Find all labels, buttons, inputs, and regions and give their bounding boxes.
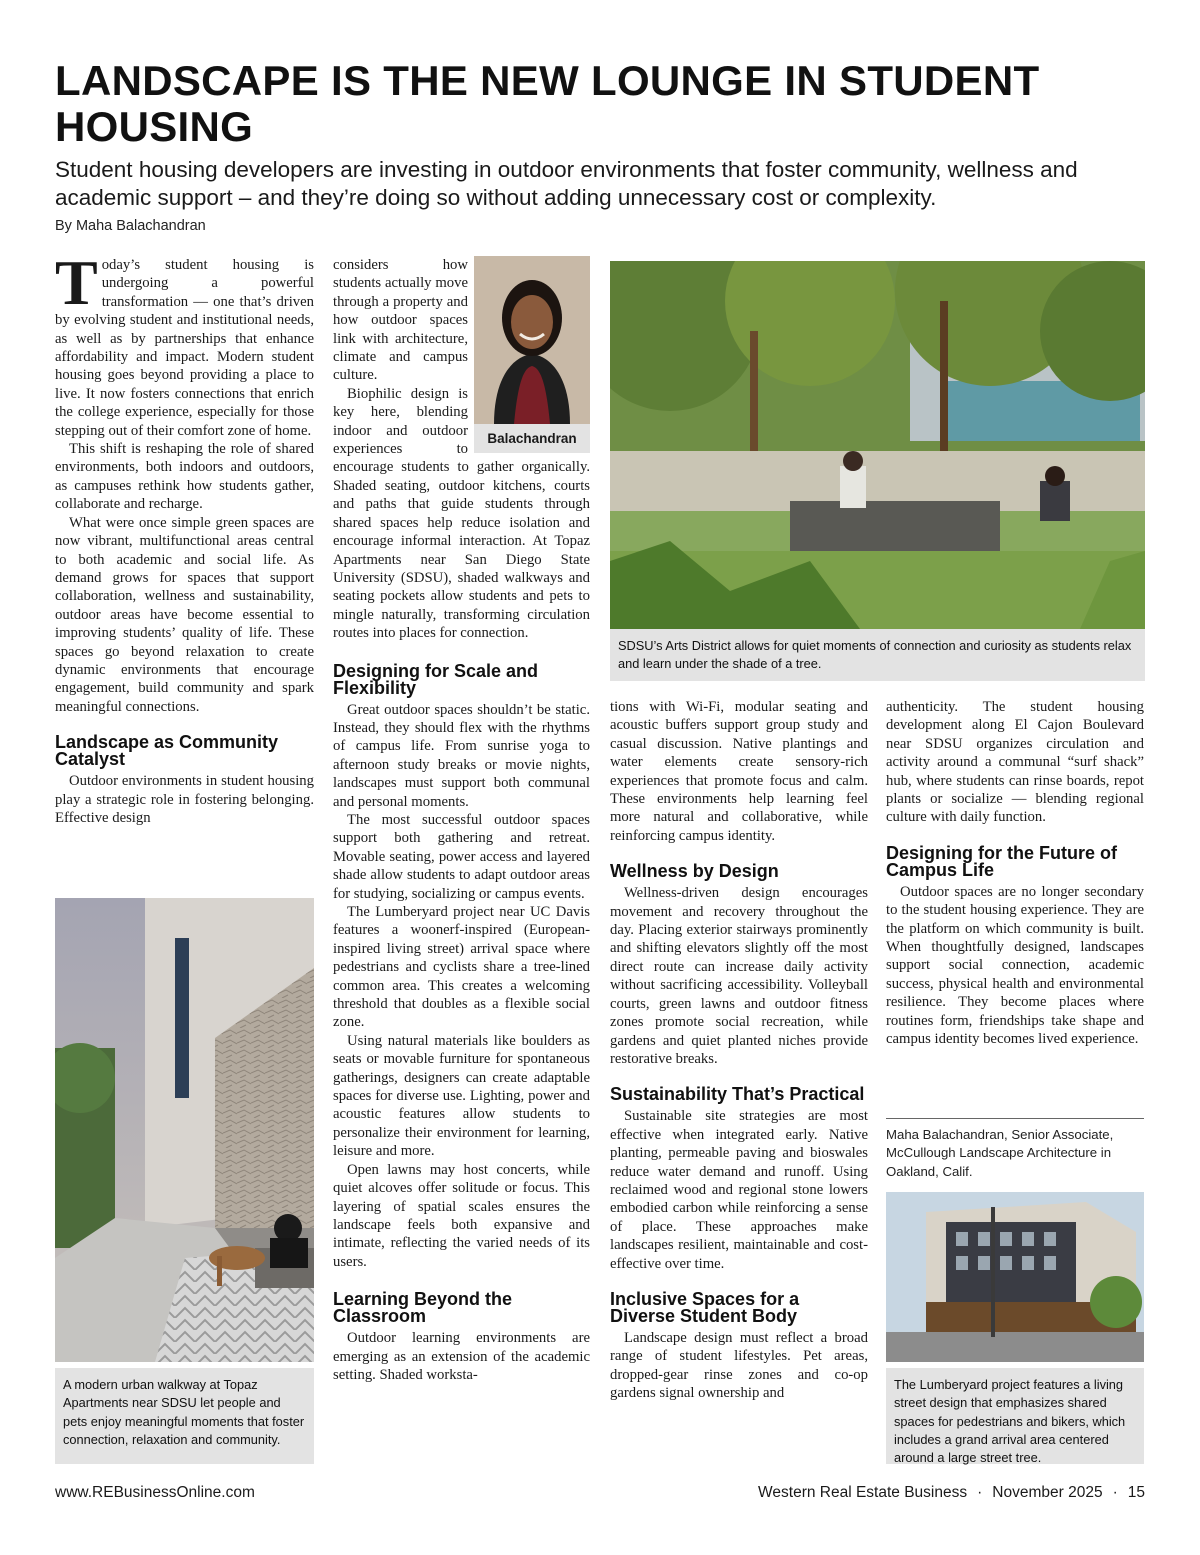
col2-paragraph-8: Outdoor learning environments are emerging as an extension of the academic setting. Shaded worksta-: [333, 1330, 590, 1383]
col2-paragraph-4: The most successful outdoor spaces support both gathering and retreat. Movable seating, power access and layered shade allow students to adapt outdoor areas for studying, socializing or campus events.: [333, 811, 590, 902]
col2-paragraph-3: Great outdoor spaces shouldn’t be static. Instead, they should flex with the rhythms of campus life. From sunrise yoga to afternoon study breaks or movie nights, landscapes must support both communal and personal moments.: [333, 701, 590, 810]
column-1: [55, 247, 314, 827]
author-note: Maha Balachandran, Senior Associate, McCullough Landscape Architecture in Oakland, Calif.: [886, 1127, 1114, 1179]
drop-cap: T: [55, 247, 98, 318]
footer-right: Western Real Estate Business · November 2025 · 15: [758, 1484, 1145, 1501]
col4-paragraph-1: authenticity. The student housing development along El Cajon Boulevard near SDSU organizes circulation and activity around a communal “surf shack” hub, where students can rinse boards, repot plants or socialize — blending regional culture with daily function.: [886, 699, 1144, 826]
byline: By Maha Balachandran: [55, 218, 206, 234]
subhead-community-catalyst: Landscape as Community Catalyst: [55, 732, 279, 770]
col2-paragraph-1: considers how students actually move through a property and how outdoor spaces link with architecture, climate and campus culture.: [333, 257, 468, 384]
caption-topaz: A modern urban walkway at Topaz Apartments near SDSU let people and pets enjoy meaningful moments that foster connection, relaxation and community.: [55, 1368, 314, 1464]
subhead-learning: Learning Beyond the Classroom: [333, 1289, 513, 1327]
topaz-walkway-photo: [55, 898, 314, 1362]
col1-paragraph-2: This shift is reshaping the role of shared environments, both indoors and outdoors, as campuses rethink how students gather, collaborate and recharge.: [55, 441, 314, 513]
col1-paragraph-3: What were once simple green spaces are now vibrant, multifunctional areas central to both academic and social life. As demand grows for spaces that support collaboration, wellness and sustainability, outdoor areas have become essential to improving students’ quality of life. These spaces go beyond relaxation to create dynamic environments that encourage engagement, build community and spark meaningful connections.: [55, 514, 314, 715]
col3-paragraph-2: Wellness-driven design encourages movement and recovery throughout the day. Placing exterior stairways prominently and shifting elevators slightly off the most direct route can increase daily activity without sacrificing accessibility. Volleyball courts, green lawns and outdoor fitness zones promote social recreation, while gardens and quiet planted niches provide restorative breaks.: [610, 885, 868, 1067]
col3-paragraph-4: Landscape design must reflect a broad range of student lifestyles. Pet areas, dropped-gear rinse zones and co-op gardens signal ownership and: [610, 1329, 868, 1402]
author-photo: [474, 256, 590, 424]
author-rule: [886, 1118, 1144, 1119]
col3-paragraph-1: tions with Wi-Fi, modular seating and acoustic buffers support group study and casual discussion. Native plantings and water elements create sensory-rich experiences that promote focus and calm. These environments help learning feel more natural and collaborative, while reinforcing campus identity.: [610, 699, 868, 844]
col2-paragraph-6: Using natural materials like boulders as seats or movable furniture for spontaneous gatherings, designers can create adaptable spaces for diverse use. Lighting, power and acoustic features allow students to personalize their environment for learning, leisure and more.: [333, 1032, 590, 1160]
footer-issue: November 2025: [992, 1484, 1103, 1501]
col4-paragraph-2: Outdoor spaces are no longer secondary to the student housing experience. They are the platform on which community is built. When thoughtfully designed, landscapes support social connection, academic success, physical health and environmental resilience. They become places where routines form, friendships take shape and campus identity becomes lived experience.: [886, 883, 1144, 1048]
subhead-future: Designing for the Future of Campus Life: [886, 842, 1117, 880]
arts-district-photo: [610, 261, 1145, 629]
footer-publication: Western Real Estate Business: [758, 1484, 968, 1501]
subhead-wellness: Wellness by Design: [610, 861, 779, 882]
subhead-sustainability: Sustainability That’s Practical: [610, 1084, 865, 1105]
column-3: [610, 698, 868, 1403]
deck: Student housing developers are investing in outdoor environments that foster community, wellness and academic support – and they’re doing so without adding unnecessary cost or complexity.: [55, 157, 1078, 210]
subhead-inclusive: Inclusive Spaces for a Diverse Student Body: [610, 1288, 800, 1326]
col2-paragraph-7: Open lawns may host concerts, while quiet alcoves offer solitude or focus. This layering of spatial scales ensures the landscape feels both expansive and intimate, reflecting the varied needs of its users.: [333, 1161, 590, 1270]
col2-paragraph-5: The Lumberyard project near UC Davis features a woonerf-inspired (European-inspired living street) arrival space where pedestrians and cyclists share a tree-lined common area. This creates a welcoming threshold that doubles as a flexible social zone.: [333, 904, 590, 1031]
portrait-label: Balachandran: [474, 424, 590, 453]
column-2: [333, 256, 590, 1384]
col2-paragraph-2: Biophilic design is key here, blending indoor and outdoor experiences to encourage students to gather organically. Shaded seating, outdoor kitchens, courts and paths that guide students through shared spaces help reduce isolation and encourage informal interaction. At Topaz Apartments near San Diego State University (SDSU), shaded walkways and seating pockets allow students and pets to mingle naturally, transforming circulation routes into places for connection.: [333, 385, 590, 642]
col3-paragraph-3: Sustainable site strategies are most effective when integrated early. Native planting, permeable paving and bioswales reduce water demand and runoff. Using reclaimed wood and regional stone lowers embodied carbon while reinforcing a sense of place. These approaches make landscapes resilient, maintainable and cost-effective over time.: [610, 1108, 868, 1272]
caption-lumberyard: The Lumberyard project features a living street design that emphasizes shared spaces for pedestrians and bikers, which includes a grand arrival area centered around a large street tree.: [886, 1368, 1144, 1464]
col1-paragraph-4: Outdoor environments in student housing play a strategic role in fostering belonging. Effective design: [55, 773, 314, 826]
page-number: 15: [1127, 1484, 1145, 1501]
col1-paragraph-1: Today’s student housing is undergoing a powerful transformation — one that’s driven by evolving student and institutional needs, as well as by partnerships that enhance affordability and impact. Modern student housing goes beyond providing a place to live. It now fosters connections that enrich the college experience, especially for those stepping out of their comfort zone of home.: [55, 247, 314, 439]
headline: LANDSCAPE IS THE NEW LOUNGE IN STUDENT HOUSING: [55, 57, 1040, 150]
lumberyard-rendering: [886, 1192, 1144, 1362]
footer-website: www.REBusinessOnline.com: [55, 1484, 255, 1501]
subhead-scale-flexibility: Designing for Scale and Flexibility: [333, 660, 539, 698]
column-4: [886, 698, 1144, 1049]
author-portrait: [474, 256, 592, 456]
caption-arts-district: SDSU’s Arts District allows for quiet moments of connection and curiosity as students relax and learn under the shade of a tree.: [610, 629, 1145, 681]
